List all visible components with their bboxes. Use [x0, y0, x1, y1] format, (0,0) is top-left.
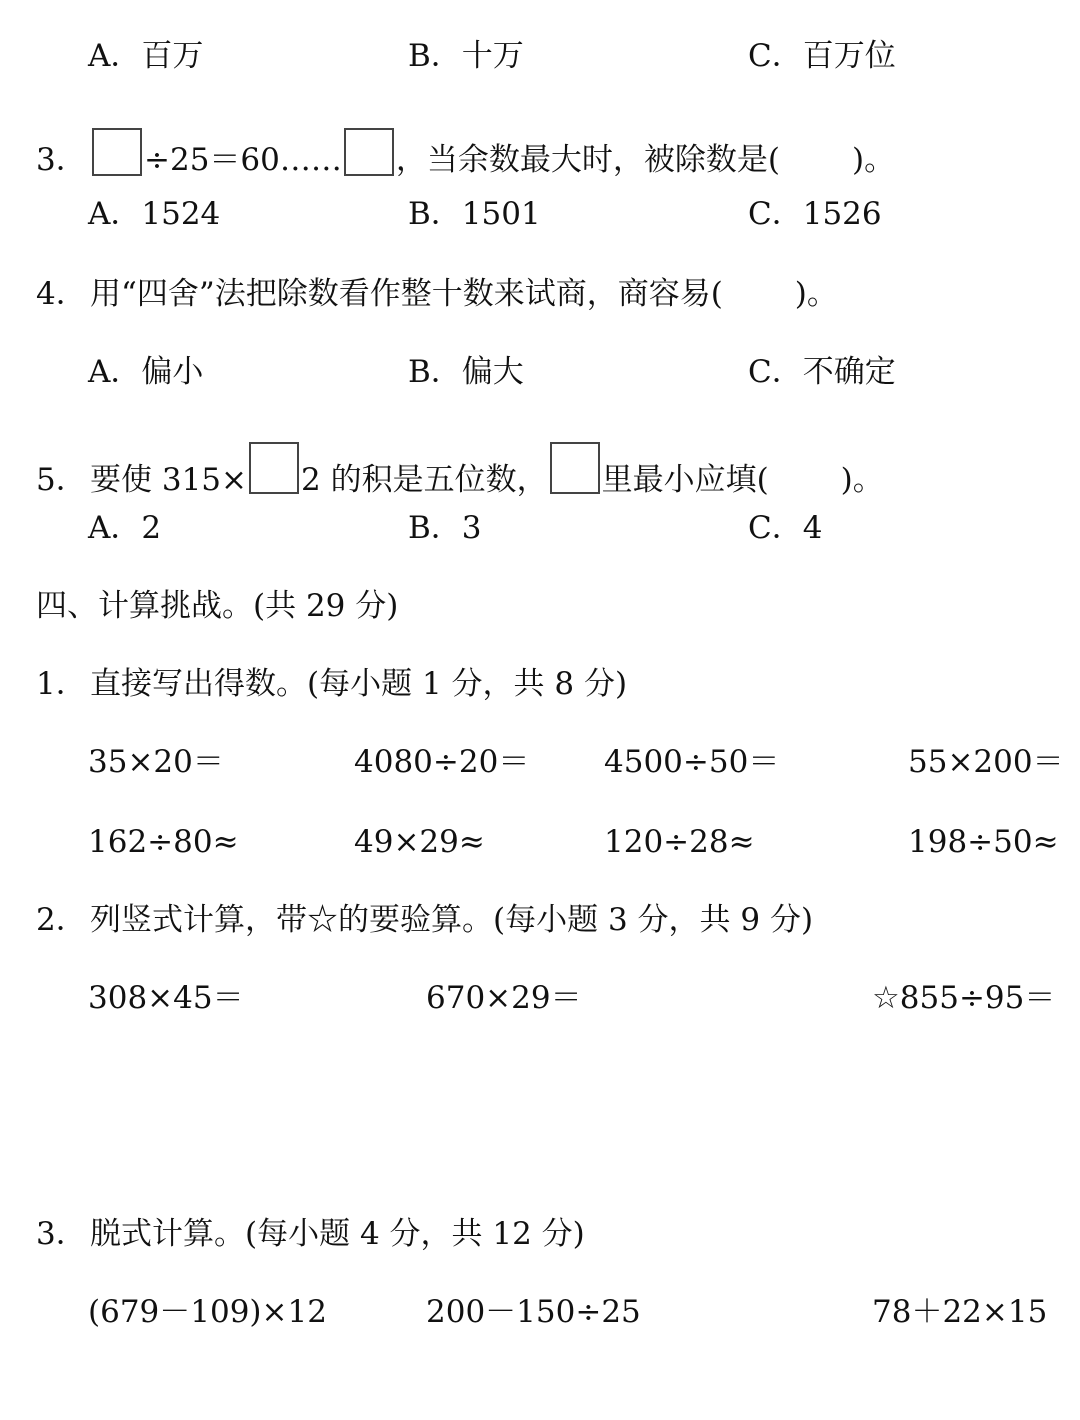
part-2-heading: [36, 900, 813, 940]
question-3-number: 3．: [36, 142, 87, 178]
question-5-text-b: 2 的积是五位数，: [301, 462, 548, 498]
stepwise-calc-item: 200－150÷25: [426, 1294, 641, 1330]
q3-option-b: B．1501: [408, 196, 541, 232]
blank-box-dividend: [92, 128, 142, 176]
estimate-item: 198÷50≈: [908, 824, 1059, 860]
estimate-item: 49×29≈: [354, 824, 485, 860]
stepwise-calc-item: 78＋22×15: [872, 1294, 1048, 1330]
estimate-item: 162÷80≈: [88, 824, 239, 860]
part-1-heading: [36, 664, 627, 704]
q5-option-a: A．2: [88, 510, 162, 546]
q2-option-a: A．百万: [88, 38, 204, 74]
question-5-text-c: 里最小应填(: [601, 462, 769, 498]
oral-calc-item: 4500÷50＝: [604, 744, 780, 780]
part-3-heading: [36, 1214, 585, 1254]
part-1-title: 直接写出得数。(每小题 1 分，共 8 分): [90, 666, 628, 702]
vertical-calc-item: 308×45＝: [88, 980, 244, 1016]
question-5-number: 5．: [36, 462, 87, 498]
question-4-end: )。: [794, 276, 838, 312]
q5-option-b: B．3: [408, 510, 482, 546]
blank-box-digit: [249, 442, 299, 494]
question-4-number: 4．: [36, 276, 87, 312]
q3-option-c: C．1526: [748, 196, 882, 232]
question-3-end: )。: [851, 142, 896, 178]
part-3-title: 脱式计算。(每小题 4 分，共 12 分): [90, 1216, 585, 1252]
part-1-number: 1．: [36, 666, 87, 702]
q3-option-a: A．1524: [88, 196, 221, 232]
stepwise-calc-item: (679－109)×12: [88, 1294, 327, 1330]
blank-box-remainder: [344, 128, 394, 176]
blank-box-reference: [550, 442, 600, 494]
vertical-calc-item-starred: ☆855÷95＝: [872, 980, 1056, 1016]
question-3-text-a: ÷25＝60……: [144, 142, 342, 178]
question-5: [36, 442, 884, 500]
question-4: [36, 274, 838, 314]
part-2-number: 2．: [36, 902, 87, 938]
part-2-title: 列竖式计算，带☆的要验算。(每小题 3 分，共 9 分): [90, 902, 814, 938]
question-5-text-a: 要使 315×: [90, 462, 247, 498]
question-3: [36, 128, 895, 180]
q5-option-c: C．4: [748, 510, 823, 546]
q2-option-c: C．百万位: [748, 38, 896, 74]
question-5-end: )。: [840, 462, 884, 498]
q4-option-a: A．偏小: [88, 354, 204, 390]
vertical-calc-item: 670×29＝: [426, 980, 582, 1016]
oral-calc-item: 55×200＝: [908, 744, 1064, 780]
q4-option-c: C．不确定: [748, 354, 896, 390]
part-3-number: 3．: [36, 1216, 87, 1252]
oral-calc-item: 4080÷20＝: [354, 744, 530, 780]
q4-option-b: B．偏大: [408, 354, 524, 390]
q2-option-b: B．十万: [408, 38, 524, 74]
section-4-title: 四、计算挑战。(共 29 分): [36, 588, 399, 624]
oral-calc-item: 35×20＝: [88, 744, 224, 780]
estimate-item: 120÷28≈: [604, 824, 755, 860]
question-4-text: 用“四舍”法把除数看作整十数来试商，商容易(: [90, 276, 723, 312]
question-3-text-b: ，当余数最大时，被除数是(: [395, 142, 780, 178]
